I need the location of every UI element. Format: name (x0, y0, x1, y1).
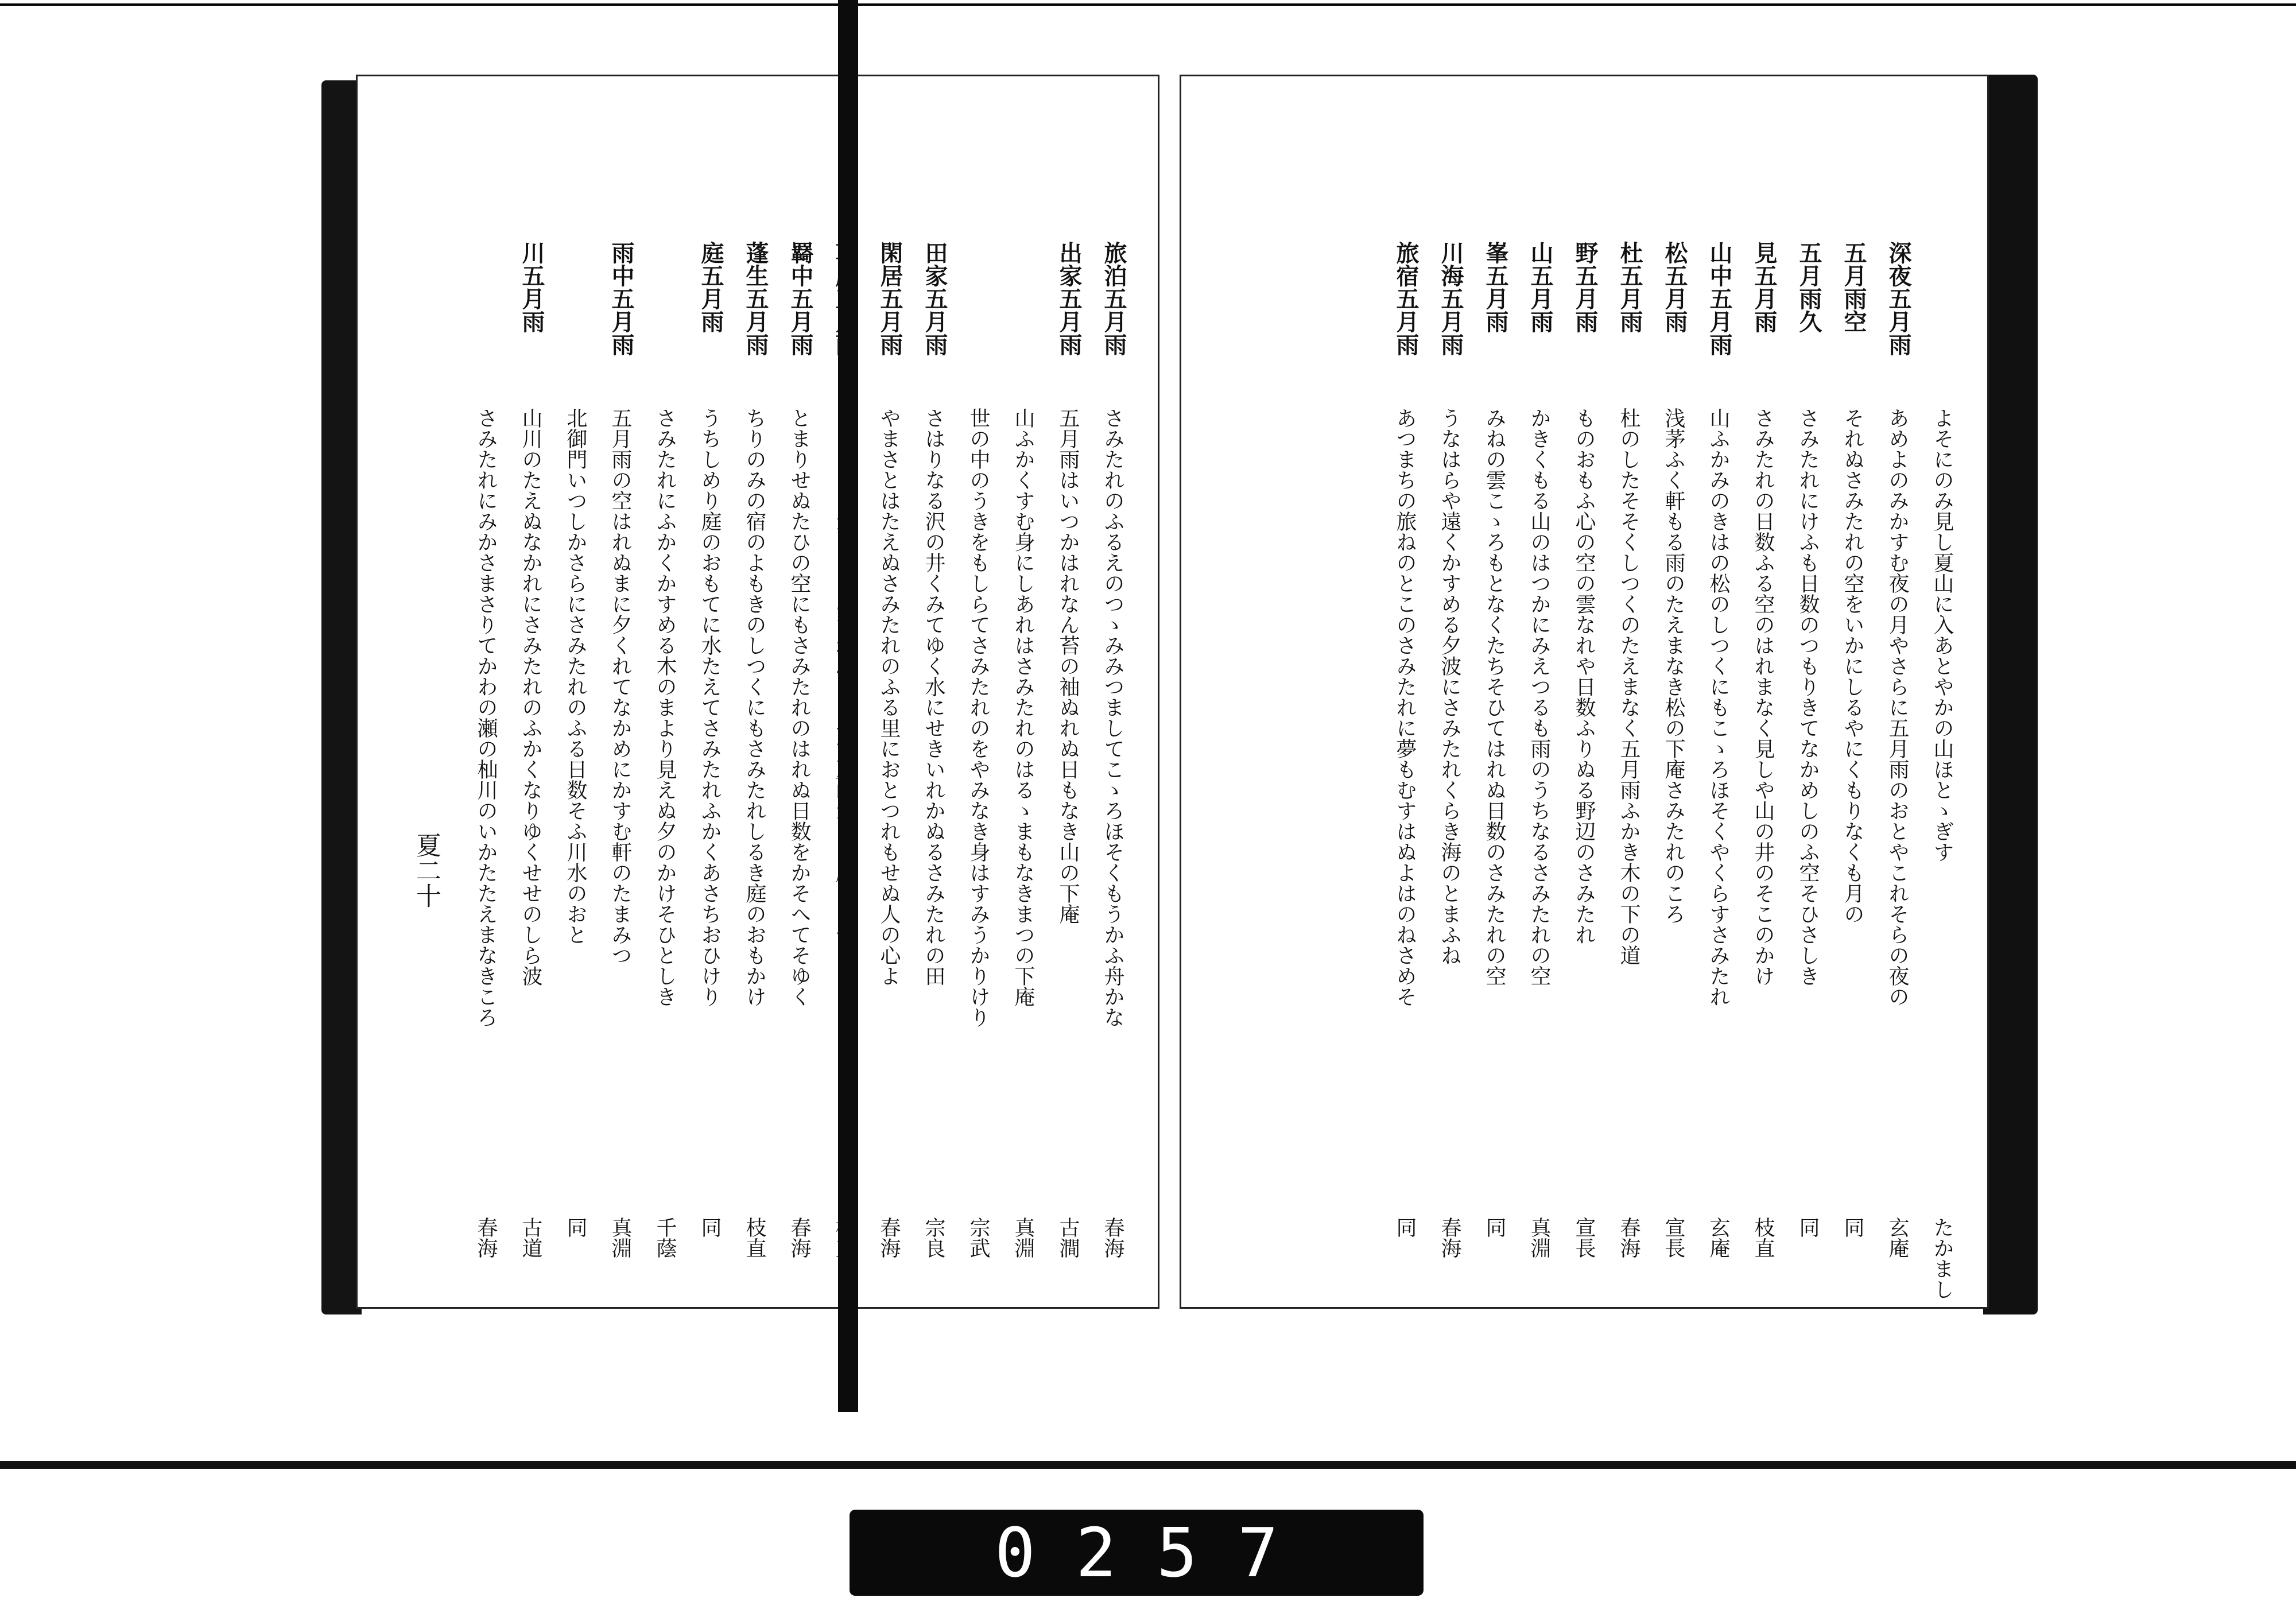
poem-text: うちしめり庭のおもてに水たえてさみたれふかくあさちおひけり (698, 408, 722, 1007)
poem-ditto-mark: 同 (1841, 1217, 1864, 1238)
poem-topic: 閑居五月雨 (876, 241, 903, 356)
poem-text: あつまちの旅ねのとこのさみたれに夢もむすはぬよはのねさめそ (1393, 408, 1417, 1007)
poem-author: 千蔭 (653, 1217, 677, 1258)
poem-topic: 峯五月雨 (1482, 241, 1509, 333)
book-gutter (838, 0, 858, 1412)
poem-author: 春海 (1617, 1217, 1640, 1258)
poem-text: やまさとはたえぬさみたれのふる里におとつれもせぬ人の心よ (877, 408, 901, 986)
poem-author: 春海 (1101, 1217, 1124, 1258)
poem-ditto-mark: 同 (564, 1217, 587, 1238)
poem-text: さみたれにみかさまさりてかわの瀬の杣川のいかたたえまなきころ (474, 408, 498, 1027)
poem-topic: 松五月雨 (1661, 241, 1688, 333)
folio-label: 夏二十 (412, 832, 441, 908)
right-page (1180, 75, 1989, 1309)
poem-text: それぬさみたれの空をいかにしるやにくもりなくも月の (1841, 408, 1864, 924)
poem-text: みねの雲こゝろもとなくたちそひてはれぬ日数のさみたれの空 (1483, 408, 1506, 986)
poem-text: 五月雨はいつかはれなん苔の袖ぬれぬ日もなき山の下庵 (1056, 408, 1080, 924)
poem-topic: 見五月雨 (1751, 241, 1778, 333)
left-page (356, 75, 1159, 1309)
poem-topic: 旅泊五月雨 (1100, 241, 1127, 356)
poem-text: うなはらや遠くかすめる夕波にさみたれくらき海のとまふね (1438, 408, 1461, 965)
poem-author: 宗良 (922, 1217, 945, 1258)
book-edge-right (1983, 75, 2038, 1314)
poem-topic: 出家五月雨 (1056, 241, 1083, 356)
poem-author: 宣長 (1572, 1217, 1596, 1258)
poem-text: 世の中のうきをもしらてさみたれのをやみなき身はすみうかりけり (967, 408, 990, 1027)
poem-ditto-mark: 同 (1796, 1217, 1820, 1238)
poem-author: 枝直 (1751, 1217, 1775, 1258)
poem-author: 真淵 (608, 1217, 632, 1258)
poem-topic: 旅宿五月雨 (1393, 241, 1420, 356)
poem-author: 枝直 (743, 1217, 766, 1258)
poem-topic: 杜五月雨 (1616, 241, 1643, 333)
poem-ditto-mark: 同 (698, 1217, 722, 1238)
poem-ditto-mark: 同 (1483, 1217, 1506, 1238)
poem-author: 古道 (519, 1217, 542, 1258)
poem-topic: 田家五月雨 (921, 241, 948, 356)
poem-text: さみたれの日数ふる空のはれまなく見しや山の井のそこのかけ (1751, 408, 1775, 986)
poem-topic: 山中五月雨 (1706, 241, 1733, 356)
poem-author: 真淵 (1011, 1217, 1035, 1258)
table-edge (0, 1461, 2296, 1469)
poem-author: 春海 (788, 1217, 811, 1258)
poem-text: ちりのみの宿のよもきのしつくにもさみたれしるき庭のおもかけ (743, 408, 766, 1007)
poem-author: 玄庵 (1707, 1217, 1730, 1258)
poem-topic: 蓬生五月雨 (742, 241, 769, 356)
poem-text: 北御門いつしかさらにさみたれのふる日数そふ川水のおと (564, 408, 587, 945)
poem-topic: 川五月雨 (518, 241, 545, 333)
poem-text: さみたれにけふも日数のつもりきてなかめしのふ空そひさしき (1796, 408, 1820, 986)
top-border (0, 3, 2296, 6)
poem-topic: 羇中五月雨 (787, 241, 814, 356)
poem-topic: 山五月雨 (1527, 241, 1554, 333)
open-book (321, 75, 2038, 1314)
poem-author: 宗武 (967, 1217, 990, 1258)
poem-topic: 雨中五月雨 (608, 241, 635, 356)
poem-author: 春海 (877, 1217, 901, 1258)
poem-topic: 五月雨久 (1795, 241, 1822, 333)
poem-topic: 庭五月雨 (697, 241, 724, 333)
poem-author: 宣長 (1662, 1217, 1685, 1258)
poem-author: 真淵 (1527, 1217, 1551, 1258)
poem-text: とまりせぬたひの空にもさみたれのはれぬ日数をかそへてそゆく (788, 408, 811, 1007)
poem-topic: 野五月雨 (1572, 241, 1599, 333)
poem-text: 山川のたえぬなかれにさみたれのふかくなりゆくせせのしら波 (519, 408, 542, 986)
poem-text: 杜のしたそそくしつくのたえまなく五月雨ふかき木の下の道 (1617, 408, 1640, 965)
poem-text: 五月雨の空はれぬまに夕くれてなかめにかすむ軒のたまみつ (608, 408, 632, 965)
poem-text: あめよのみかすむ夜の月やさらに五月雨のおとやこれそらの夜の (1886, 408, 1909, 1007)
poem-text: 山ふかくすむ身にしあれはさみたれのはるゝまもなきまつの下庵 (1011, 408, 1035, 1007)
poem-ditto-mark: 同 (1393, 1217, 1417, 1238)
poem-text: さみたれのふるえのつゝみみつましてこゝろほそくもうかふ舟かな (1101, 408, 1124, 1027)
poem-text: よそにのみ見し夏山に入あとやかの山ほとゝぎす (1930, 408, 1954, 862)
poem-author: 玄庵 (1886, 1217, 1909, 1258)
poem-author: 春海 (474, 1217, 498, 1258)
poem-text: さはりなる沢の井くみてゆく水にせきいれかぬるさみたれの田 (922, 408, 945, 986)
poem-text: さみたれにふかくかすめる木のまより見えぬ夕のかけそひとしき (653, 408, 677, 1007)
poem-ditto-mark: たかまし (1930, 1217, 1954, 1300)
poem-topic: 川海五月雨 (1437, 241, 1464, 356)
poem-topic: 五月雨空 (1840, 241, 1867, 333)
poem-text: 山ふかみのきはの松のしつくにもこゝろほそくやくらすさみたれ (1707, 408, 1730, 1007)
poem-text: 浅茅ふく軒もる雨のたえまなき松の下庵さみたれのころ (1662, 408, 1685, 924)
poem-text: かきくもる山のはつかにみえつるも雨のうちなるさみたれの空 (1527, 408, 1551, 986)
poem-text: ものおもふ心の空の雲なれや日数ふりぬる野辺のさみたれ (1572, 408, 1596, 945)
poem-topic: 深夜五月雨 (1885, 241, 1912, 356)
frame-number-label (850, 1510, 1424, 1596)
poem-author: 春海 (1438, 1217, 1461, 1258)
frame-number-text: 0257 (994, 1513, 1319, 1592)
poem-author: 古澗 (1056, 1217, 1080, 1258)
